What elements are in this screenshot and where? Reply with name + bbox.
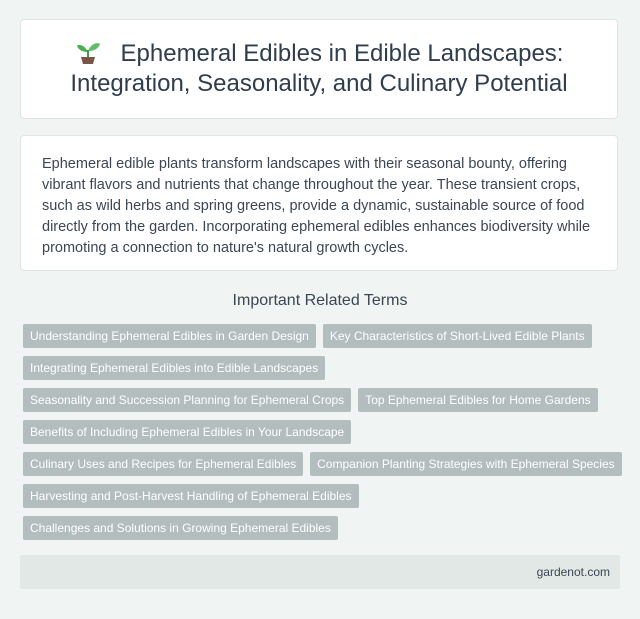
terms-heading: Important Related Terms (232, 292, 408, 309)
term-tag[interactable]: Top Ephemeral Edibles for Home Gardens (358, 388, 597, 412)
title-line-1: Ephemeral Edibles in Edible Landscapes: (120, 40, 564, 67)
term-tag[interactable]: Seasonality and Succession Planning for Ephemeral Crops (23, 388, 351, 412)
intro-text: Ephemeral edible plants transform landscapes with their seasonal bounty, offering vibrant flavors and nutrients that change throughout the year. These transient crops, such as wild herbs and spring greens, provide a dynamic, sustainable source of food directly from the garden. Incorporating ephemeral edibles enhances biodiversity while promoting a connection to nature's natural growth cycles. (42, 156, 591, 256)
intro-card (20, 135, 618, 271)
footer-site[interactable]: gardenot.com (536, 565, 610, 579)
term-tag[interactable]: Benefits of Including Ephemeral Edibles in Your Landscape (23, 420, 351, 444)
related-terms-list (23, 324, 623, 540)
term-tag[interactable]: Companion Planting Strategies with Ephemeral Species (310, 452, 622, 476)
term-tag[interactable]: Key Characteristics of Short-Lived Edible Plants (323, 324, 592, 348)
term-tag[interactable]: Harvesting and Post-Harvest Handling of Ephemeral Edibles (23, 484, 359, 508)
term-tag[interactable]: Culinary Uses and Recipes for Ephemeral Edibles (23, 452, 303, 476)
page-title (70, 39, 567, 99)
term-tag[interactable]: Challenges and Solutions in Growing Ephemeral Edibles (23, 516, 338, 540)
sprout-icon (75, 40, 101, 64)
term-tag[interactable]: Understanding Ephemeral Edibles in Garden Design (23, 324, 316, 348)
footer (20, 555, 620, 589)
term-tag[interactable]: Integrating Ephemeral Edibles into Edible Landscapes (23, 356, 325, 380)
header-card (20, 19, 618, 119)
title-line-2: Integration, Seasonality, and Culinary Potential (70, 70, 568, 97)
